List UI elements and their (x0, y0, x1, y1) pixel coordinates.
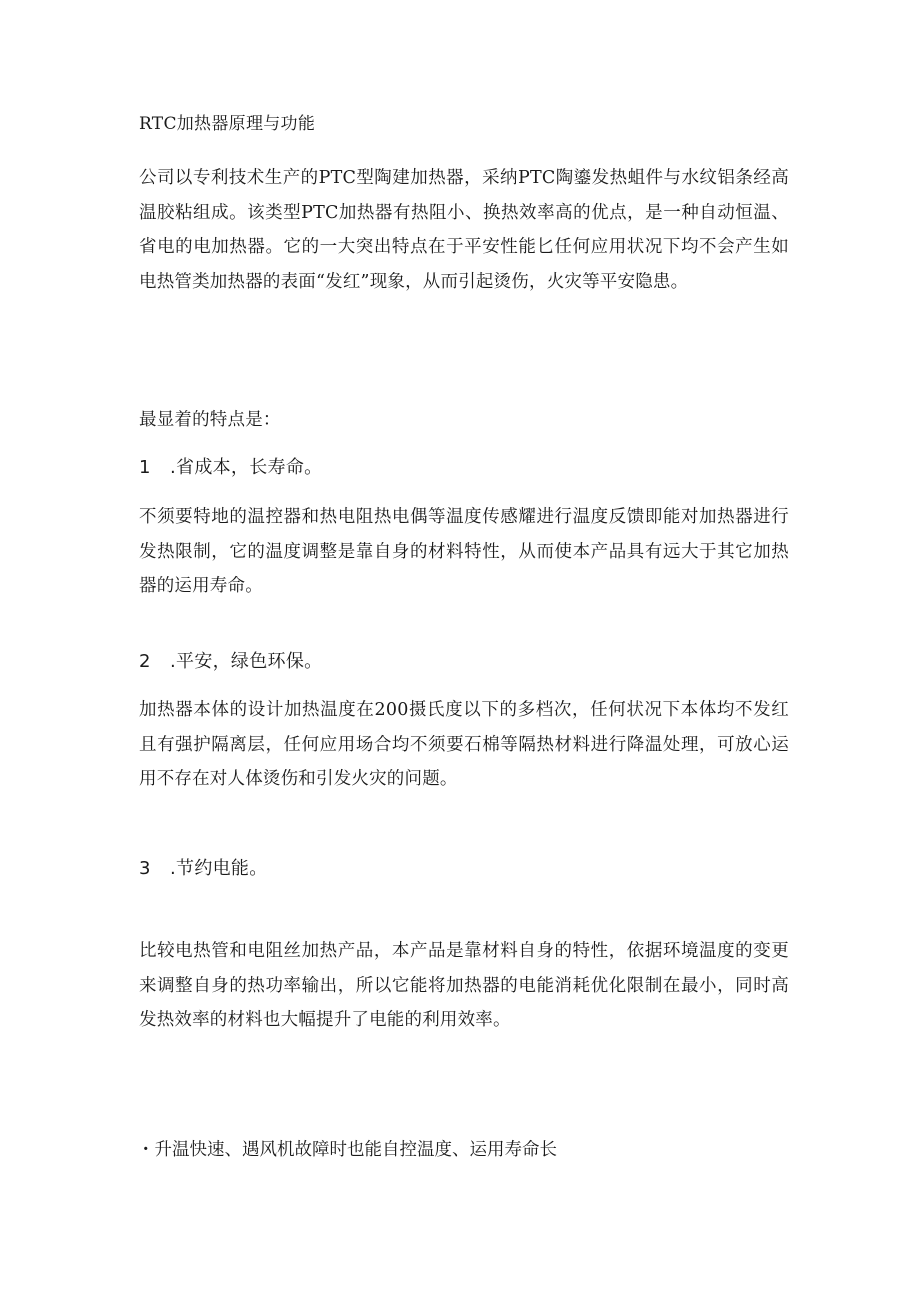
section-3-title: .节约电能。 (170, 858, 268, 879)
section-1-number: 1 (139, 457, 151, 478)
section-2-body: 加热器本体的设计加热温度在200摄氏度以下的多档次，任何状况下本体均不发红且有强护隔离层，任何应用场合均不须要石棉等隔热材料进行降温处理，可放心运用不存在对人体烫伤和引发火灾的问题。 (139, 700, 789, 789)
section-2-number: 2 (139, 651, 151, 672)
section-2-title: .平安，绿色环保。 (170, 651, 323, 672)
bullet-item: ・升温快速、遇风机故障时也能自控温度、运用寿命长 (137, 1140, 557, 1160)
section-3-body: 比较电热管和电阻丝加热产品，本产品是靠材料自身的特性，依据环境温度的变更来调整自身的热功率输出，所以它能将加热器的电能消耗优化限制在最小，同时高发热效率的材料也大幅提升了电能的利用效率。 (139, 941, 789, 1030)
section-1-body: 不须要特地的温控器和热电阻热电偶等温度传感耀进行温度反馈即能对加热器进行发热限制，它的温度调整是靠自身的材料特性，从而使本产品具有远大于其它加热器的运用寿命。 (139, 507, 789, 596)
section-3-heading (139, 855, 789, 883)
features-intro: 最显着的特点是： (139, 410, 281, 430)
section-2-heading (139, 648, 789, 676)
section-3-number: 3 (139, 858, 151, 879)
intro-paragraph: 公司以专利技术生产的PTC型陶建加热器，采纳PTC陶鎏发热蛆件与水纹铝条经高温胶粘组成。该类型PTC加热器有热阻小、换热效率高的优点，是一种自动恒温、省电的电加热器。它的一大突出特点在于平安性能匕任何应用状况下均不会产生如电热管类加热器的表面“发红”现象，从而引起烫伤，火灾等平安隐患。 (139, 168, 789, 292)
section-1-title: .省成本，长寿命。 (170, 457, 323, 478)
section-1-heading (139, 454, 789, 482)
document-title: RTC加热器原理与功能 (139, 114, 316, 134)
